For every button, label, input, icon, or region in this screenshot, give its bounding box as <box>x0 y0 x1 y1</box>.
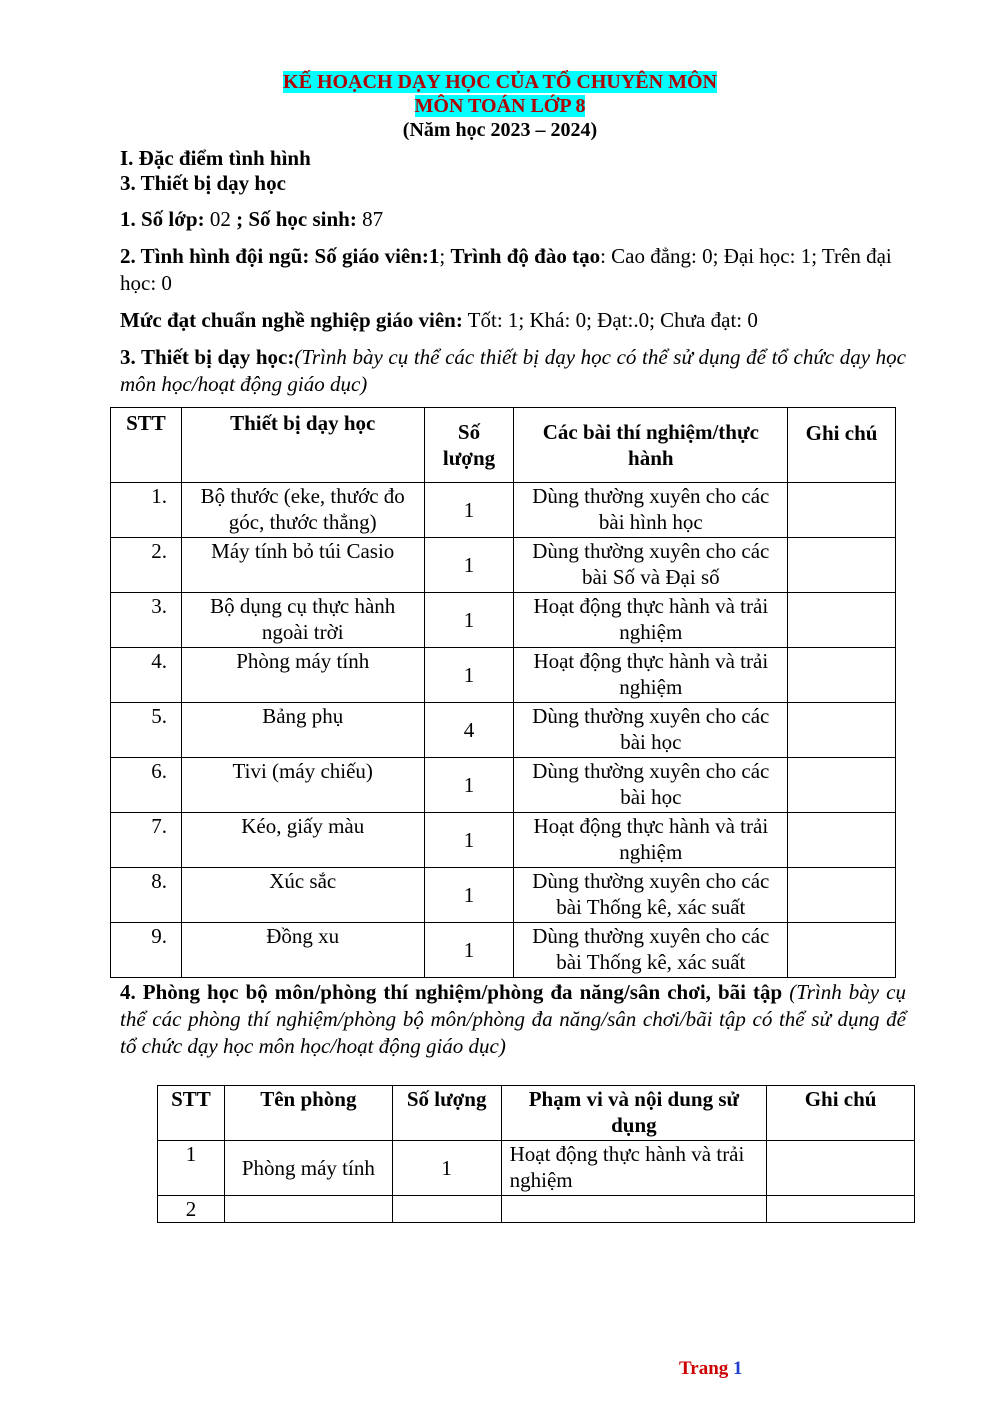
teacher-standard: Mức đạt chuẩn nghề nghiệp giáo viên: Tốt: 1; Khá: 0; Đạt:.0; Chưa đạt: 0 <box>120 308 758 332</box>
stt-cell: 8. <box>111 868 182 923</box>
quantity-cell: 4 <box>424 703 514 758</box>
table-row <box>111 593 896 648</box>
usage-cell: Dùng thường xuyên cho các bài Thống kê, xác suất <box>514 868 788 923</box>
stt-cell: 1. <box>111 483 182 538</box>
equipment-name-cell: Tivi (máy chiếu) <box>181 758 424 813</box>
equipment-name-cell: Đồng xu <box>181 923 424 978</box>
equipment-name-cell: Bộ dụng cụ thực hành ngoài trời <box>181 593 424 648</box>
page-number: Trang 1 <box>679 1358 743 1379</box>
section-3-short-heading: 3. Thiết bị dạy học <box>120 171 286 195</box>
usage-cell: Dùng thường xuyên cho các bài Thống kê, xác suất <box>514 923 788 978</box>
note-cell <box>767 1141 915 1196</box>
note-cell <box>788 538 896 593</box>
equipment-table <box>110 407 896 978</box>
stt-cell: 7. <box>111 813 182 868</box>
note-cell <box>788 923 896 978</box>
quantity-cell: 1 <box>424 648 514 703</box>
document-header <box>0 70 1000 142</box>
note-cell <box>788 648 896 703</box>
note-cell <box>767 1196 915 1223</box>
usage-cell: Hoạt động thực hành và trải nghiệm <box>501 1141 767 1196</box>
stt-cell: 2. <box>111 538 182 593</box>
rooms-table <box>157 1085 915 1223</box>
note-cell <box>788 593 896 648</box>
quantity-cell: 1 <box>424 923 514 978</box>
usage-cell: Dùng thường xuyên cho các bài học <box>514 703 788 758</box>
equipment-name-cell: Phòng máy tính <box>181 648 424 703</box>
quantity-cell: 1 <box>424 483 514 538</box>
section-i-heading: I. Đặc điểm tình hình 3. Thiết bị dạy học <box>120 146 906 196</box>
usage-cell: Hoạt động thực hành và trải nghiệm <box>514 593 788 648</box>
staff-info: 2. Tình hình đội ngũ: Số giáo viên:1; Trình độ đào tạo: Cao đẳng: 0; Đại học: 1; Trên đại học: 0 <box>120 244 892 295</box>
table-row <box>111 703 896 758</box>
quantity-cell: 1 <box>424 538 514 593</box>
equipment-name-cell: Bộ thước (eke, thước đo góc, thước thẳng) <box>181 483 424 538</box>
quantity-cell: 1 <box>392 1141 501 1196</box>
table-row <box>111 758 896 813</box>
table-row <box>111 813 896 868</box>
equipment-heading: 3. Thiết bị dạy học:(Trình bày cụ thể các thiết bị dạy học có thể sử dụng để tổ chức dạy học môn học/hoạt động giáo dục) <box>120 345 906 396</box>
table-row <box>111 538 896 593</box>
usage-cell: Dùng thường xuyên cho các bài hình học <box>514 483 788 538</box>
quantity-cell: 1 <box>424 813 514 868</box>
stt-cell: 4. <box>111 648 182 703</box>
table-row <box>111 483 896 538</box>
usage-cell: Hoạt động thực hành và trải nghiệm <box>514 648 788 703</box>
note-cell <box>788 813 896 868</box>
stt-cell: 9. <box>111 923 182 978</box>
stt-cell: 6. <box>111 758 182 813</box>
school-year: (Năm học 2023 – 2024) <box>402 119 598 141</box>
table-row <box>111 868 896 923</box>
note-cell <box>788 483 896 538</box>
usage-cell: Dùng thường xuyên cho các bài Số và Đại số <box>514 538 788 593</box>
usage-cell <box>501 1196 767 1223</box>
table-row <box>111 648 896 703</box>
equipment-name-cell: Bảng phụ <box>181 703 424 758</box>
rooms-heading: 4. Phòng học bộ môn/phòng thí nghiệm/phòng đa năng/sân chơi, bãi tập (Trình bày cụ thể các phòng thí nghiệm/phòng bộ môn/phòng đa năng/sân chơi/bãi tập có thể sử dụng để tổ chức dạy học môn học/hoạt động giáo dục) <box>120 980 906 1058</box>
quantity-cell: 1 <box>424 593 514 648</box>
room-name-cell <box>224 1196 392 1223</box>
room-name-cell: Phòng máy tính <box>224 1141 392 1196</box>
note-cell <box>788 758 896 813</box>
quantity-cell: 1 <box>424 868 514 923</box>
stt-cell: 1 <box>158 1141 225 1196</box>
document-title: KẾ HOẠCH DẠY HỌC CỦA TỔ CHUYÊN MÔN <box>283 71 717 93</box>
table-row <box>158 1141 915 1196</box>
equipment-name-cell: Kéo, giấy màu <box>181 813 424 868</box>
usage-cell: Dùng thường xuyên cho các bài học <box>514 758 788 813</box>
table-row <box>158 1196 915 1223</box>
table-row <box>111 923 896 978</box>
stt-cell: 2 <box>158 1196 225 1223</box>
note-cell <box>788 703 896 758</box>
usage-cell: Hoạt động thực hành và trải nghiệm <box>514 813 788 868</box>
equipment-table-header: STT Thiết bị dạy học Số lượng Các bài thí nghiệm/thực hành Ghi chú <box>111 408 896 483</box>
rooms-table-header: STT Tên phòng Số lượng Phạm vi và nội dung sử dụng Ghi chú <box>158 1086 915 1141</box>
quantity-cell <box>392 1196 501 1223</box>
note-cell <box>788 868 896 923</box>
document-subtitle: MÔN TOÁN LỚP 8 <box>414 95 586 117</box>
equipment-name-cell: Máy tính bỏ túi Casio <box>181 538 424 593</box>
stt-cell: 3. <box>111 593 182 648</box>
equipment-name-cell: Xúc sắc <box>181 868 424 923</box>
class-info: 1. Số lớp: 02 ; Số học sinh: 87 <box>120 207 384 231</box>
stt-cell: 5. <box>111 703 182 758</box>
quantity-cell: 1 <box>424 758 514 813</box>
